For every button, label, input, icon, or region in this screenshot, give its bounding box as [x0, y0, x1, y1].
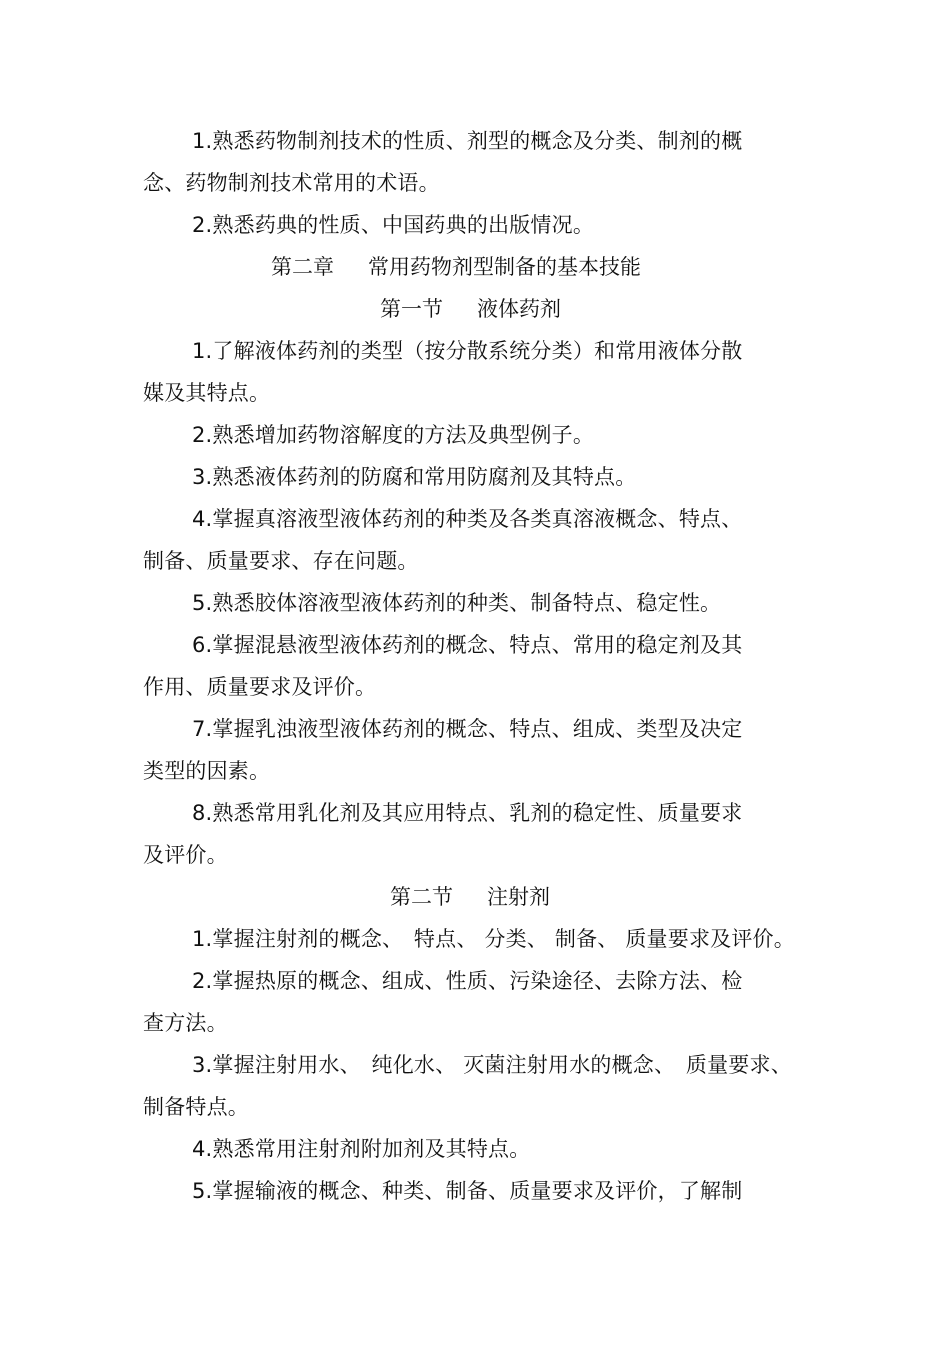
- text-line: 制备、质量要求、存在问题。: [143, 549, 419, 573]
- text-line: 类型的因素。: [143, 759, 271, 783]
- text-line: 制备特点。: [143, 1095, 249, 1119]
- text-line: 2.熟悉增加药物溶解度的方法及典型例子。: [192, 423, 595, 447]
- text-line: 4.掌握真溶液型液体药剂的种类及各类真溶液概念、特点、: [192, 507, 743, 531]
- text-line: 1.了解液体药剂的类型（按分散系统分类）和常用液体分散: [192, 339, 743, 363]
- text-line: 1.熟悉药物制剂技术的性质、剂型的概念及分类、制剂的概: [192, 129, 743, 153]
- text-line: 念、药物制剂技术常用的术语。: [143, 171, 440, 195]
- section-heading: [380, 295, 561, 323]
- text-line: 5.熟悉胶体溶液型液体药剂的种类、制备特点、稳定性。: [192, 591, 722, 615]
- text-line: 及评价。: [143, 843, 228, 867]
- text-line: 1.掌握注射剂的概念、 特点、 分类、 制备、 质量要求及评价。: [192, 927, 795, 951]
- text-line: 6.掌握混悬液型液体药剂的概念、特点、常用的稳定剂及其: [192, 633, 743, 657]
- text-line: 媒及其特点。: [143, 381, 271, 405]
- text-line: 7.掌握乳浊液型液体药剂的概念、特点、组成、类型及决定: [192, 717, 743, 741]
- text-line: 3.熟悉液体药剂的防腐和常用防腐剂及其特点。: [192, 465, 637, 489]
- text-line: 2.熟悉药典的性质、中国药典的出版情况。: [192, 213, 595, 237]
- chapter-title: 常用药物剂型制备的基本技能: [368, 255, 641, 279]
- text-line: 4.熟悉常用注射剂附加剂及其特点。: [192, 1137, 531, 1161]
- text-line: 3.掌握注射用水、 纯化水、 灭菌注射用水的概念、 质量要求、: [192, 1053, 792, 1077]
- chapter-heading: [271, 253, 641, 281]
- chapter-number: 第二章: [271, 255, 334, 279]
- section-title: 注射剂: [487, 885, 550, 909]
- text-line: 作用、质量要求及评价。: [143, 675, 377, 699]
- section-number: 第二节: [390, 885, 453, 909]
- section-number: 第一节: [380, 297, 443, 321]
- section-title: 液体药剂: [477, 297, 561, 321]
- text-line: 查方法。: [143, 1011, 228, 1035]
- text-line: 2.掌握热原的概念、组成、性质、污染途径、去除方法、检: [192, 969, 743, 993]
- section-heading: [390, 883, 550, 911]
- text-line: 5.掌握输液的概念、种类、制备、质量要求及评价，了解制: [192, 1179, 743, 1203]
- text-line: 8.熟悉常用乳化剂及其应用特点、乳剂的稳定性、质量要求: [192, 801, 743, 825]
